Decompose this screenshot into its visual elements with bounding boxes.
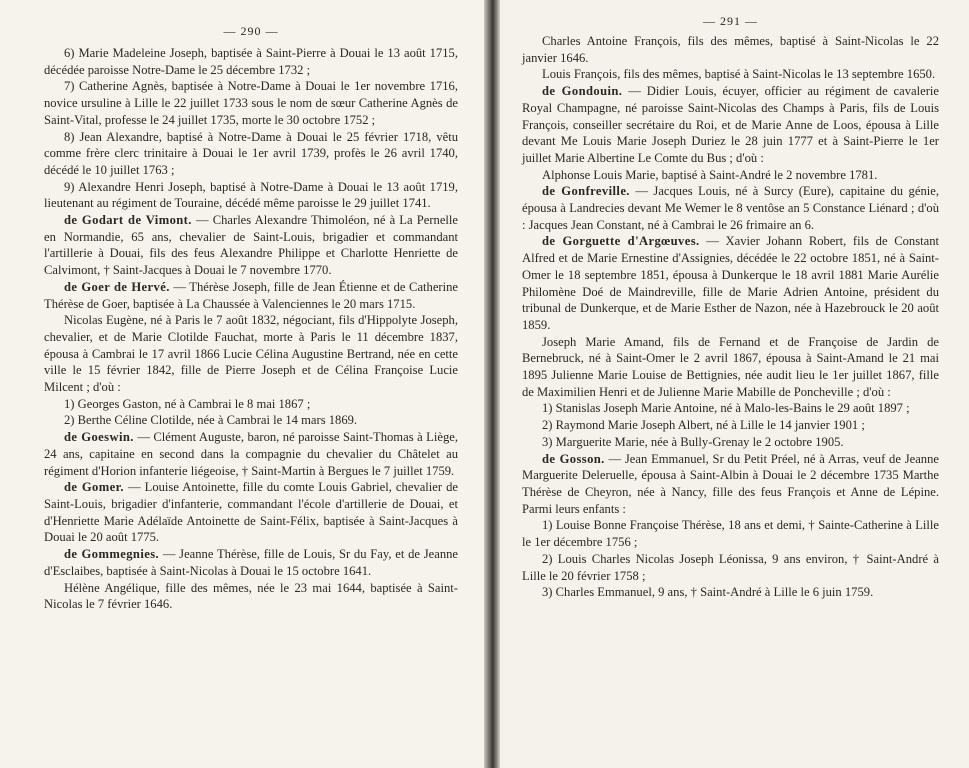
family-name: de Gorguette d'Argœuves. [542,234,700,249]
family-entry: de Gondouin. — Didier Louis, écuyer, officier au régiment de cavalerie Royal Champagne, né paroisse Saint-Nicolas des Champs à Paris, fils de Louis François, conseiller secrétaire du Roi, et de Marie Anne de Loos, épousa à Lille devant Me Louis Marie Joseph Duriez le 28 juin 1777 et à Saint-Pierre le 1er juillet Marie Albertine Le Comte du Bus ; d'où : [522,84,939,165]
family-name: de Goer de Hervé. [64,279,170,294]
page-number: — 291 — [703,14,758,28]
entry-paragraph: 6) Marie Madeleine Joseph, baptisée à Saint-Pierre à Douai le 13 août 1715, décédée paroisse Notre-Dame le 25 décembre 1732 ; [44,46,458,77]
family-name: de Gosson. [542,451,605,466]
entry-paragraph: 3) Charles Emmanuel, 9 ans, † Saint-André à Lille le 6 juin 1759. [542,585,874,600]
entry-paragraph: Hélène Angélique, fille des mêmes, née le 23 mai 1644, baptisée à Saint-Nicolas le 7 février 1646. [44,580,458,612]
entry-paragraph: 1) Stanislas Joseph Marie Antoine, né à Malo-les-Bains le 29 août 1897 ; [542,401,910,416]
right-page [500,0,969,768]
entry-paragraph: Alphonse Louis Marie, baptisé à Saint-André le 2 novembre 1781. [542,167,878,182]
entry-paragraph: 9) Alexandre Henri Joseph, baptisé à Notre-Dame à Douai le 13 août 1719, lieutenant au régiment de Touraine, décédé même paroisse le 29 juillet 1741. [44,179,458,211]
family-name: de Godart de Vimont. [64,213,192,228]
book-gutter [484,0,500,768]
entry-paragraph: 3) Marguerite Marie, née à Bully-Grenay le 2 octobre 1905. [542,434,844,449]
entry-paragraph: Nicolas Eugène, né à Paris le 7 août 1832, négociant, fils d'Hippolyte Joseph, chevalier, et de Marie Clotilde Fauchat, morte à Paris le 11 décembre 1837, épousa à Cambrai le 17 avril 1866 Lucie Célina Augustine Bertrand, née en cette ville le 15 février 1842, fille de Pierre Joseph et de Célina Françoise Lucie Milcent ; d'où : [44,313,458,395]
family-entry: de Gommegnies. — Jeanne Thérèse, fille de Louis, Sr du Fay, et de Jeanne d'Esclaibes, baptisée à Saint-Nicolas à Douai le 15 octobre 1641. [44,547,458,578]
entry-paragraph: Charles Antoine François, fils des mêmes, baptisé à Saint-Nicolas le 22 janvier 1646. [522,34,939,65]
entry-paragraph: 7) Catherine Agnès, baptisée à Notre-Dame à Douai le 1er novembre 1716, novice ursuline à Lille le 22 juillet 1733 sous le nom de sœur Catherine Agnès de Saint-Vital, professe le 24 juillet 1735, morte le 30 octobre 1752 ; [44,79,458,127]
family-entry: de Goer de Hervé. — Thérèse Joseph, fille de Jean Étienne et de Catherine Thérèse de Goer, baptisée à La Chaussée à Valenciennes le 20 mars 1715. [44,279,458,311]
family-entry: de Gorguette d'Argœuves. — Xavier Johann Robert, fils de Constant Alfred et de Marie Ernestine d'Assignies, décédée le 22 octobre 1851, né à Saint-Omer le 18 septembre 1851, épousa à Dunkerque le 18 avril 1881 Marie Aurélie Philomène Doé de Maindreville, fille de Marie Adrien Antoine, président du tribunal de Dunkerque, et de Marie Esther de Nazon, née à Hazebrouck le 20 août 1859. [522,234,940,332]
family-name: de Gomer. [64,480,124,495]
family-name: de Goeswin. [64,430,134,445]
family-entry: de Godart de Vimont. — Charles Alexandre Thimoléon, né à La Pernelle en Normandie, 65 ans, chevalier de Saint-Louis, brigadier et commandant l'artillerie à Douai, fils des feus Alexandre Philippe et Charlotte Henriette de Calvimont, † Saint-Jacques à Douai le 7 novembre 1770. [44,213,458,278]
left-page [0,0,484,768]
family-name: de Gondouin. [542,84,623,99]
entry-paragraph: Louis François, fils des mêmes, baptisé à Saint-Nicolas le 13 septembre 1650. [542,67,936,82]
entry-paragraph: Joseph Marie Amand, fils de Fernand et de Françoise de Jardin de Bernebruck, né à Saint-Omer le 2 avril 1867, épousa à Saint-Amand le 21 mai 1895 Julienne Marie Louise de Bettignies, née audit lieu le 1er juillet 1867, fille de Maximilien Henri et de Julienne Marie Mabille de Poncheville ; d'où : [522,334,939,399]
entry-paragraph: 8) Jean Alexandre, baptisé à Notre-Dame à Douai le 25 février 1718, vêtu comme frère clerc trinitaire à Douai le 1er avril 1739, profès le 26 avril 1740, décédé le 10 juillet 1763 ; [44,129,458,177]
family-entry: de Gosson. — Jean Emmanuel, Sr du Petit Préel, né à Arras, veuf de Jeanne Marguerite Deleruelle, épousa à Saint-Albin à Douai le 2 décembre 1735 Marthe Thérèse de Cheyron, née à Nancy, fille des feus François et Anne de Lépine. Parmi leurs enfants : [522,451,939,516]
page-number: — 290 — [223,24,279,38]
family-entry: de Goeswin. — Clément Auguste, baron, né paroisse Saint-Thomas à Liège, 24 ans, capitaine en second dans la compagnie du chevalier du Châtelet au régiment d'Horion infanterie liégeoise, † Saint-Martin à Bergues le 7 juillet 1759. [44,430,458,478]
family-name: de Gommegnies. [64,547,160,562]
entry-paragraph: 1) Louise Bonne Françoise Thérèse, 18 ans et demi, † Sainte-Catherine à Lille le 1er décembre 1756 ; [522,518,939,550]
entry-paragraph: 2) Berthe Céline Clotilde, née à Cambrai le 14 mars 1869. [64,413,358,428]
family-entry: de Gomer. — Louise Antoinette, fille du comte Louis Gabriel, chevalier de Saint-Louis, brigadier d'infanterie, commandant l'école d'artillerie de Douai, et d'Henriette Marie Adélaïde Antoinette de Saint-Félix, baptisée à Saint-Jacques à Douai le 20 août 1775. [44,480,458,545]
entry-paragraph: 2) Raymond Marie Joseph Albert, né à Lille le 14 janvier 1901 ; [542,418,865,433]
family-entry: de Gonfreville. — Jacques Louis, né à Surcy (Eure), capitaine du génie, épousa à Landrecies devant Me Wemer le 8 ventôse an 5 Constance Liénard ; d'où : Jacques Jean Constant, né à Cambrai le 26 frimaire an 6. [522,184,939,232]
entry-paragraph: 2) Louis Charles Nicolas Joseph Léonissa, 9 ans environ, † Saint-André à Lille le 20 février 1758 ; [522,551,939,583]
family-name: de Gonfreville. [542,184,630,199]
entry-paragraph: 1) Georges Gaston, né à Cambrai le 8 mai 1867 ; [64,396,311,411]
